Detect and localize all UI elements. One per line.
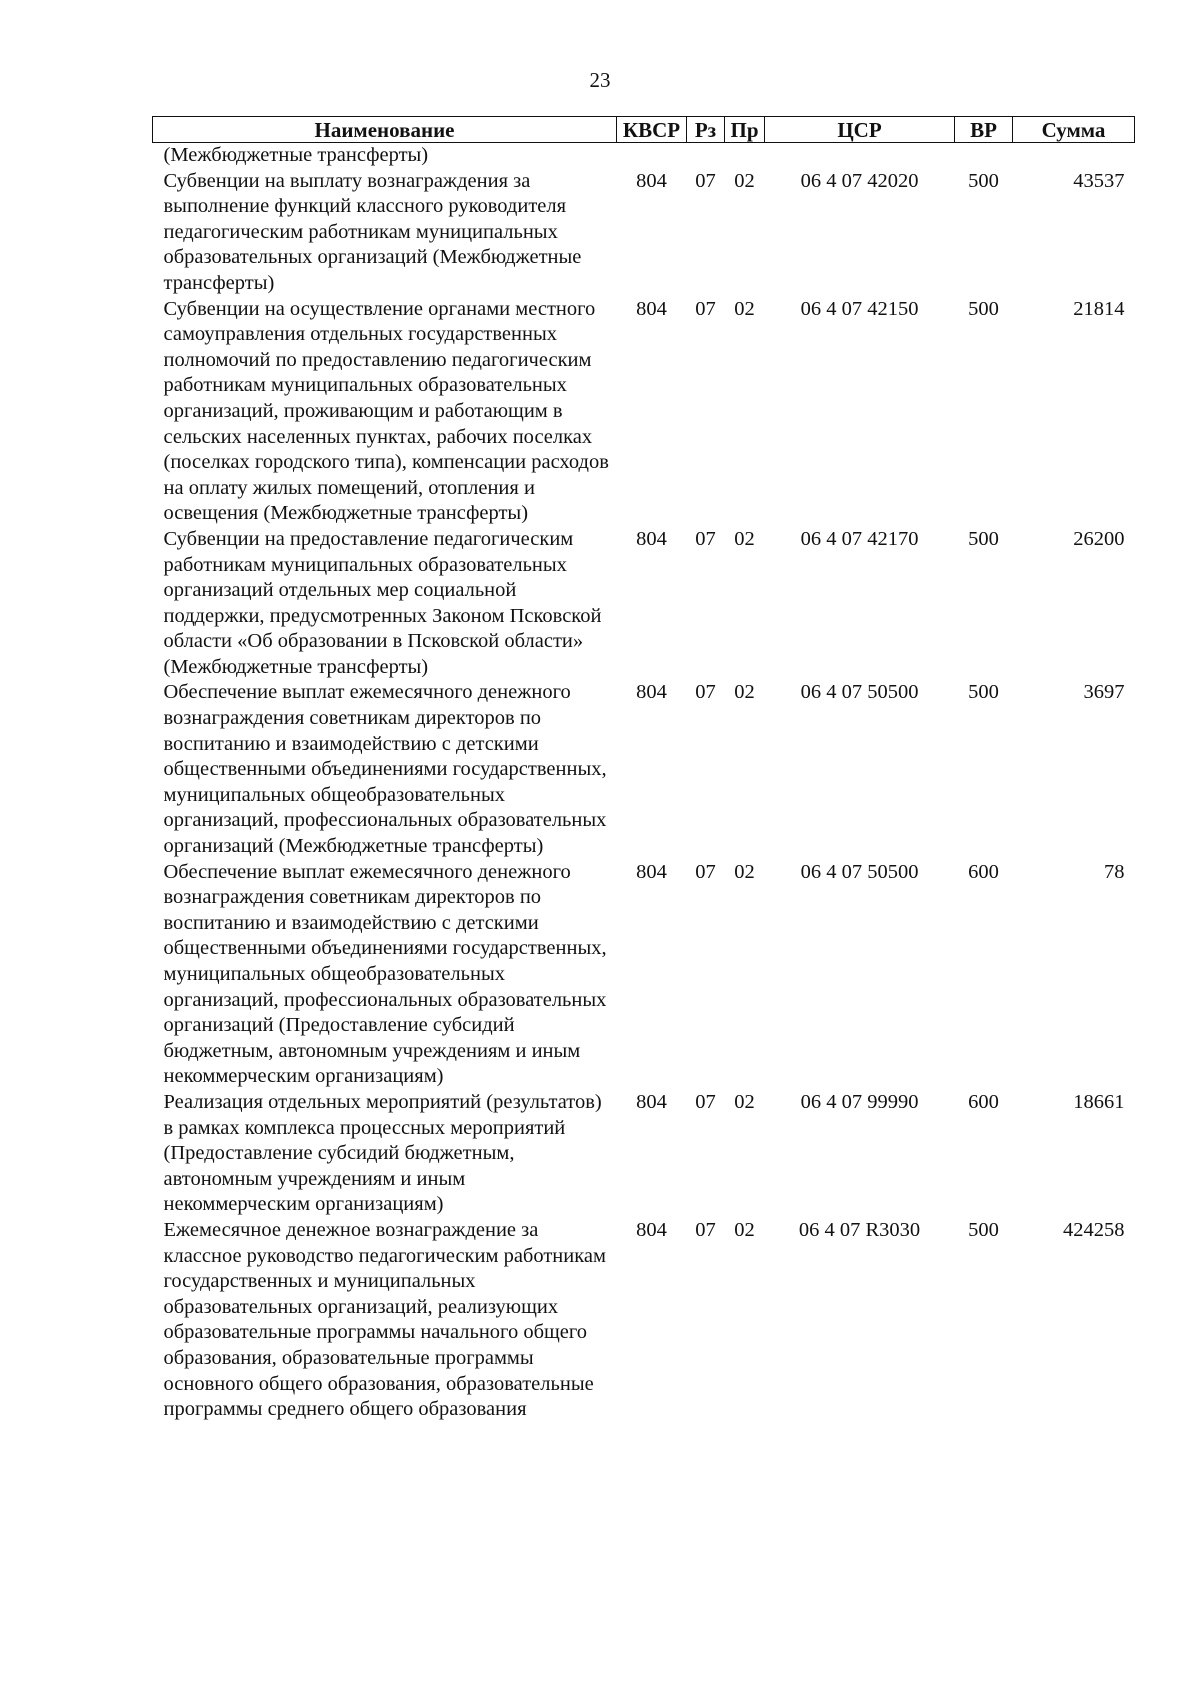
row-pr: 02 xyxy=(734,681,755,704)
row-vr: 600 xyxy=(968,860,999,883)
header-name: Наименование xyxy=(153,117,617,143)
table-header-row xyxy=(153,117,1135,143)
row-kvsr: 804 xyxy=(636,297,667,320)
row-pr: 02 xyxy=(734,527,755,550)
row-sum: 78 xyxy=(1104,860,1125,883)
row-name: Ежемесячное денежное вознаграждение за классное руководство педагогическим работникам государственных и муниципальных образовательных организаций, реализующих образовательные программы начального общего образования, образовательные программы основного общего образования, образовательные программы среднего общего образования xyxy=(163,1218,606,1421)
row-rz: 07 xyxy=(695,1090,716,1113)
header-vr: ВР xyxy=(955,117,1013,143)
row-kvsr: 804 xyxy=(636,1218,667,1241)
row-pr: 02 xyxy=(734,1218,755,1241)
row-pr: 02 xyxy=(734,860,755,883)
table-row xyxy=(153,1090,1135,1218)
header-pr: Пр xyxy=(725,117,765,143)
header-kvsr: КВСР xyxy=(617,117,687,143)
row-vr: 500 xyxy=(968,1218,999,1241)
budget-table xyxy=(152,116,1135,1423)
table-row xyxy=(153,1218,1135,1423)
row-vr: 500 xyxy=(968,527,999,550)
row-name: Субвенции на выплату вознаграждения за выполнение функций классного руководителя педагогическим работникам муниципальных образовательных организаций (Межбюджетные трансферты) xyxy=(163,169,582,294)
row-csr: 06 4 07 42170 xyxy=(800,527,919,550)
table-row xyxy=(153,297,1135,527)
row-rz: 07 xyxy=(695,527,716,550)
table-row xyxy=(153,169,1135,297)
row-sum: 21814 xyxy=(1073,297,1125,320)
row-sum: 18661 xyxy=(1073,1090,1125,1113)
row-name: Субвенции на предоставление педагогическим работникам муниципальных образовательных организаций отдельных мер социальной поддержки, предусмотренных Законом Псковской области «Об образовании в Псковской области» (Межбюджетные трансферты) xyxy=(163,527,602,678)
row-kvsr: 804 xyxy=(636,1090,667,1113)
row-name: Реализация отдельных мероприятий (результатов) в рамках комплекса процессных мероприятий (Предоставление субсидий бюджетным, автономным учреждениям и иным некоммерческим организациям) xyxy=(163,1090,602,1216)
row-rz: 07 xyxy=(695,169,716,192)
row-pr: 02 xyxy=(734,297,755,320)
row-name: Субвенции на осуществление органами местного самоуправления отдельных государственных полномочий по предоставлению педагогическим работникам муниципальных образовательных организаций, проживающим и работающим в сельских населенных пунктах, рабочих поселках (поселках городского типа), компенсации расходов на оплату жилых помещений, отопления и освещения (Межбюджетные трансферты) xyxy=(163,297,609,525)
row-vr: 500 xyxy=(968,297,999,320)
row-rz: 07 xyxy=(695,681,716,704)
row-vr: 500 xyxy=(968,681,999,704)
page-number: 23 xyxy=(589,68,611,92)
row-kvsr: 804 xyxy=(636,169,667,192)
row-name: Обеспечение выплат ежемесячного денежного вознаграждения советникам директоров по воспитанию и взаимодействию с детскими общественными объединениями государственных, муниципальных общеобразовательных организаций, профессиональных образовательных организаций (Межбюджетные трансферты) xyxy=(163,681,607,858)
row-kvsr: 804 xyxy=(636,860,667,883)
row-pr: 02 xyxy=(734,169,755,192)
row-name: Обеспечение выплат ежемесячного денежного вознаграждения советникам директоров по воспитанию и взаимодействию с детскими общественными объединениями государственных, муниципальных общеобразовательных организаций, профессиональных образовательных организаций (Предоставление субсидий бюджетным, автономным учреждениям и иным некоммерческим организациям) xyxy=(163,860,607,1088)
row-pr: 02 xyxy=(734,1090,755,1113)
row-csr: 06 4 07 42150 xyxy=(800,297,919,320)
row-kvsr: 804 xyxy=(636,527,667,550)
row-csr: 06 4 07 50500 xyxy=(800,860,919,883)
row-csr: 06 4 07 50500 xyxy=(800,681,919,704)
header-rz: Рз xyxy=(687,117,725,143)
row-rz: 07 xyxy=(695,860,716,883)
continuation-text: (Межбюджетные трансферты) xyxy=(163,144,429,166)
row-csr: 06 4 07 R3030 xyxy=(798,1218,921,1241)
header-csr: ЦСР xyxy=(765,117,955,143)
row-sum: 424258 xyxy=(1063,1218,1125,1241)
row-rz: 07 xyxy=(695,1218,716,1241)
header-sum: Сумма xyxy=(1013,117,1135,143)
row-csr: 06 4 07 42020 xyxy=(800,169,919,192)
row-rz: 07 xyxy=(695,297,716,320)
row-vr: 600 xyxy=(968,1090,999,1113)
table-row xyxy=(153,527,1135,681)
row-sum: 3697 xyxy=(1083,681,1125,704)
table-row xyxy=(153,680,1135,859)
continuation-row xyxy=(153,143,1135,169)
row-sum: 26200 xyxy=(1073,527,1125,550)
row-csr: 06 4 07 99990 xyxy=(800,1090,919,1113)
row-vr: 500 xyxy=(968,169,999,192)
row-kvsr: 804 xyxy=(636,681,667,704)
row-sum: 43537 xyxy=(1073,169,1125,192)
table-row xyxy=(153,860,1135,1090)
